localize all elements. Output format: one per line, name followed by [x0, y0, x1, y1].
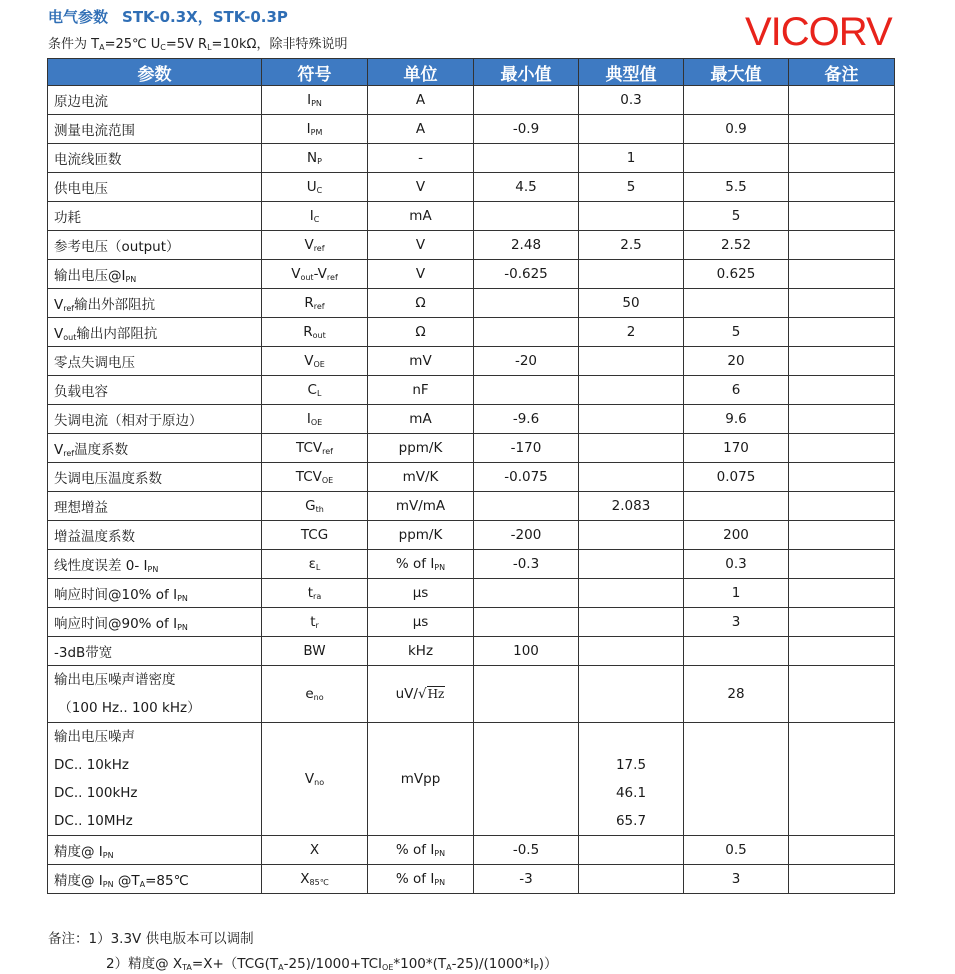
table-row [48, 376, 895, 405]
symbol-cell: $I_{PN}$ [262, 86, 368, 115]
section-title-text: 电气参数 [48, 8, 109, 26]
param-cell: 响应时间@90% of $I_{PN}$ [48, 608, 262, 637]
table-row [48, 550, 895, 579]
table-row [48, 405, 895, 434]
column-header-unit: 单位 [368, 59, 474, 86]
test-conditions: 条件为 $T_A=25℃$ $U_C=5V$ $R_L=10k\Omega$，除非特殊说明 [48, 37, 348, 52]
note-cell [789, 666, 895, 723]
symbol-cell: TCG [262, 521, 368, 550]
column-header-max: 最大值 [684, 59, 789, 86]
max-cell: 170 [684, 434, 789, 463]
symbol-cell: $TCV_{OE}$ [262, 463, 368, 492]
max-cell: 28 [684, 666, 789, 723]
unit-cell: A [368, 86, 474, 115]
table-header-row [48, 59, 895, 86]
column-header-symbol: 符号 [262, 59, 368, 86]
min-cell [474, 318, 579, 347]
symbol-cell: $e_{no}$ [262, 666, 368, 723]
note-cell [789, 405, 895, 434]
table-body [48, 86, 895, 894]
note-cell [789, 521, 895, 550]
typ-cell [579, 115, 684, 144]
typ-cell: 2.083 [579, 492, 684, 521]
typ-cell [579, 202, 684, 231]
table-row [48, 463, 895, 492]
typ-cell [579, 434, 684, 463]
symbol-cell: $V_{no}$ [262, 723, 368, 836]
min-cell [474, 579, 579, 608]
symbol-cell: $t_{ra}$ [262, 579, 368, 608]
max-cell: 0.075 [684, 463, 789, 492]
unit-cell: kHz [368, 637, 474, 666]
note-cell [789, 492, 895, 521]
table-row [48, 492, 895, 521]
note-cell [789, 115, 895, 144]
max-cell [684, 723, 789, 836]
max-cell [684, 86, 789, 115]
table-row [48, 637, 895, 666]
symbol-cell: $U_C$ [262, 173, 368, 202]
symbol-cell: $t_r$ [262, 608, 368, 637]
typ-cell [579, 608, 684, 637]
param-cell: 失调电流（相对于原边） [48, 405, 262, 434]
symbol-cell: $I_{OE}$ [262, 405, 368, 434]
note-cell [789, 144, 895, 173]
min-cell [474, 144, 579, 173]
min-cell: 100 [474, 637, 579, 666]
max-cell: 5.5 [684, 173, 789, 202]
typ-cell [579, 836, 684, 865]
symbol-cell: $X_{85℃}$ [262, 865, 368, 894]
table-row [48, 865, 895, 894]
min-cell: 2.48 [474, 231, 579, 260]
max-cell [684, 144, 789, 173]
typ-cell [579, 865, 684, 894]
unit-cell: mA [368, 405, 474, 434]
param-cell: 功耗 [48, 202, 262, 231]
note-cell [789, 347, 895, 376]
note-cell [789, 231, 895, 260]
param-cell: 增益温度系数 [48, 521, 262, 550]
table-row [48, 289, 895, 318]
table-row [48, 318, 895, 347]
section-title [48, 6, 288, 27]
max-cell: 3 [684, 608, 789, 637]
min-cell [474, 376, 579, 405]
note-2: 2）精度@ $X_{TA}=X+(TCG(T_A-25)/1000+TCI_{OE}*100*(T_A-25)/(1000*I_P))$ [106, 956, 558, 972]
table-row [48, 666, 895, 723]
param-cell: 线性度误差 0- $I_{PN}$ [48, 550, 262, 579]
table-row [48, 836, 895, 865]
min-cell [474, 289, 579, 318]
note-cell [789, 637, 895, 666]
table-row [48, 173, 895, 202]
typ-cell: 17.5 46.1 65.7 [579, 723, 684, 836]
min-cell [474, 608, 579, 637]
max-cell: 2.52 [684, 231, 789, 260]
min-cell [474, 492, 579, 521]
unit-cell: A [368, 115, 474, 144]
unit-cell: mV/K [368, 463, 474, 492]
typ-cell [579, 347, 684, 376]
unit-cell: nF [368, 376, 474, 405]
typ-cell: 50 [579, 289, 684, 318]
unit-cell: V [368, 231, 474, 260]
table-row [48, 608, 895, 637]
param-cell: $V_{ref}$温度系数 [48, 434, 262, 463]
table-row [48, 521, 895, 550]
model-name: STK-0.3X，STK-0.3P [122, 8, 288, 26]
note-1: 备注：1）3.3V 供电版本可以调制 [48, 931, 254, 947]
electrical-parameters-table [47, 58, 895, 894]
unit-cell: % of $I_{PN}$ [368, 550, 474, 579]
symbol-cell: $TCV_{ref}$ [262, 434, 368, 463]
min-cell: -3 [474, 865, 579, 894]
unit-cell: ppm/K [368, 434, 474, 463]
typ-cell [579, 550, 684, 579]
note-cell [789, 173, 895, 202]
typ-cell: 2.5 [579, 231, 684, 260]
column-header-typ: 典型值 [579, 59, 684, 86]
max-cell [684, 637, 789, 666]
note-cell [789, 550, 895, 579]
max-cell [684, 289, 789, 318]
note-cell [789, 579, 895, 608]
symbol-cell: $R_{ref}$ [262, 289, 368, 318]
note-cell [789, 608, 895, 637]
note-cell [789, 202, 895, 231]
note-cell [789, 463, 895, 492]
unit-cell: Ω [368, 289, 474, 318]
param-cell: 测量电流范围 [48, 115, 262, 144]
unit-cell: ppm/K [368, 521, 474, 550]
unit-cell: % of $I_{PN}$ [368, 865, 474, 894]
typ-cell [579, 376, 684, 405]
max-cell: 0.9 [684, 115, 789, 144]
column-header-note: 备注 [789, 59, 895, 86]
param-cell: $V_{out}$输出内部阻抗 [48, 318, 262, 347]
unit-cell: % of $I_{PN}$ [368, 836, 474, 865]
unit-cell: mVpp [368, 723, 474, 836]
min-cell: -9.6 [474, 405, 579, 434]
unit-cell: V [368, 173, 474, 202]
param-cell: 输出电压$@I_{PN}$ [48, 260, 262, 289]
min-cell [474, 723, 579, 836]
brand-watermark: VICORV [745, 10, 892, 54]
min-cell: -0.075 [474, 463, 579, 492]
param-cell: 负载电容 [48, 376, 262, 405]
symbol-cell: $\varepsilon_L$ [262, 550, 368, 579]
min-cell: -0.3 [474, 550, 579, 579]
symbol-cell: $R_{out}$ [262, 318, 368, 347]
symbol-cell: $I_{PM}$ [262, 115, 368, 144]
note-cell [789, 836, 895, 865]
min-cell: -20 [474, 347, 579, 376]
max-cell: 9.6 [684, 405, 789, 434]
column-header-min: 最小值 [474, 59, 579, 86]
max-cell: 20 [684, 347, 789, 376]
min-cell: -0.625 [474, 260, 579, 289]
note-cell [789, 723, 895, 836]
table-row [48, 723, 895, 836]
symbol-cell: $C_L$ [262, 376, 368, 405]
unit-cell: μs [368, 608, 474, 637]
table-row [48, 144, 895, 173]
note-cell [789, 86, 895, 115]
note-cell [789, 260, 895, 289]
max-cell: 0.5 [684, 836, 789, 865]
table-row [48, 260, 895, 289]
column-header-param: 参数 [48, 59, 262, 86]
unit-cell: Ω [368, 318, 474, 347]
min-cell [474, 202, 579, 231]
table-row [48, 579, 895, 608]
unit-cell: mV/mA [368, 492, 474, 521]
max-cell: 0.625 [684, 260, 789, 289]
typ-cell [579, 521, 684, 550]
min-cell: -0.9 [474, 115, 579, 144]
symbol-cell: $V_{OE}$ [262, 347, 368, 376]
symbol-cell: $V_{out}-V_{ref}$ [262, 260, 368, 289]
min-cell [474, 666, 579, 723]
min-cell [474, 86, 579, 115]
unit-cell: μs [368, 579, 474, 608]
unit-cell: mV [368, 347, 474, 376]
note-cell [789, 434, 895, 463]
table-row [48, 115, 895, 144]
typ-cell [579, 405, 684, 434]
max-cell: 6 [684, 376, 789, 405]
max-cell: 1 [684, 579, 789, 608]
symbol-cell: $N_P$ [262, 144, 368, 173]
typ-cell [579, 637, 684, 666]
param-cell: 零点失调电压 [48, 347, 262, 376]
min-cell: -0.5 [474, 836, 579, 865]
max-cell: 0.3 [684, 550, 789, 579]
param-cell: 精度@ $I_{PN}$ [48, 836, 262, 865]
max-cell [684, 492, 789, 521]
note-cell [789, 865, 895, 894]
max-cell: 200 [684, 521, 789, 550]
symbol-cell: BW [262, 637, 368, 666]
param-cell: 响应时间@10% of $I_{PN}$ [48, 579, 262, 608]
unit-cell: V [368, 260, 474, 289]
table-row [48, 202, 895, 231]
table-row [48, 434, 895, 463]
typ-cell [579, 260, 684, 289]
unit-cell: uV/√Hz [368, 666, 474, 723]
note-cell [789, 289, 895, 318]
typ-cell: 5 [579, 173, 684, 202]
note-cell [789, 376, 895, 405]
min-cell: -200 [474, 521, 579, 550]
typ-cell: 0.3 [579, 86, 684, 115]
param-cell: 原边电流 [48, 86, 262, 115]
param-cell: 供电电压 [48, 173, 262, 202]
typ-cell [579, 579, 684, 608]
param-cell: 电流线匝数 [48, 144, 262, 173]
symbol-cell: X [262, 836, 368, 865]
symbol-cell: $I_C$ [262, 202, 368, 231]
max-cell: 5 [684, 202, 789, 231]
typ-cell [579, 666, 684, 723]
table-row [48, 347, 895, 376]
symbol-cell: $V_{ref}$ [262, 231, 368, 260]
param-cell: $V_{ref}$输出外部阻抗 [48, 289, 262, 318]
table-row [48, 231, 895, 260]
min-cell: -170 [474, 434, 579, 463]
typ-cell [579, 463, 684, 492]
max-cell: 5 [684, 318, 789, 347]
param-cell: 参考电压（output） [48, 231, 262, 260]
min-cell: 4.5 [474, 173, 579, 202]
typ-cell: 1 [579, 144, 684, 173]
unit-cell: mA [368, 202, 474, 231]
max-cell: 3 [684, 865, 789, 894]
param-cell: 失调电压温度系数 [48, 463, 262, 492]
param-cell: 输出电压噪声谱密度 （100 Hz.. 100 kHz） [48, 666, 262, 723]
param-cell: -3dB带宽 [48, 637, 262, 666]
param-cell: 输出电压噪声 DC.. 10kHz DC.. 100kHz DC.. 10MHz [48, 723, 262, 836]
unit-cell: - [368, 144, 474, 173]
typ-cell: 2 [579, 318, 684, 347]
note-cell [789, 318, 895, 347]
table-row [48, 86, 895, 115]
param-cell: 精度@ $I_{PN}$ $@T_A=85℃$ [48, 865, 262, 894]
param-cell: 理想增益 [48, 492, 262, 521]
symbol-cell: $G_{th}$ [262, 492, 368, 521]
